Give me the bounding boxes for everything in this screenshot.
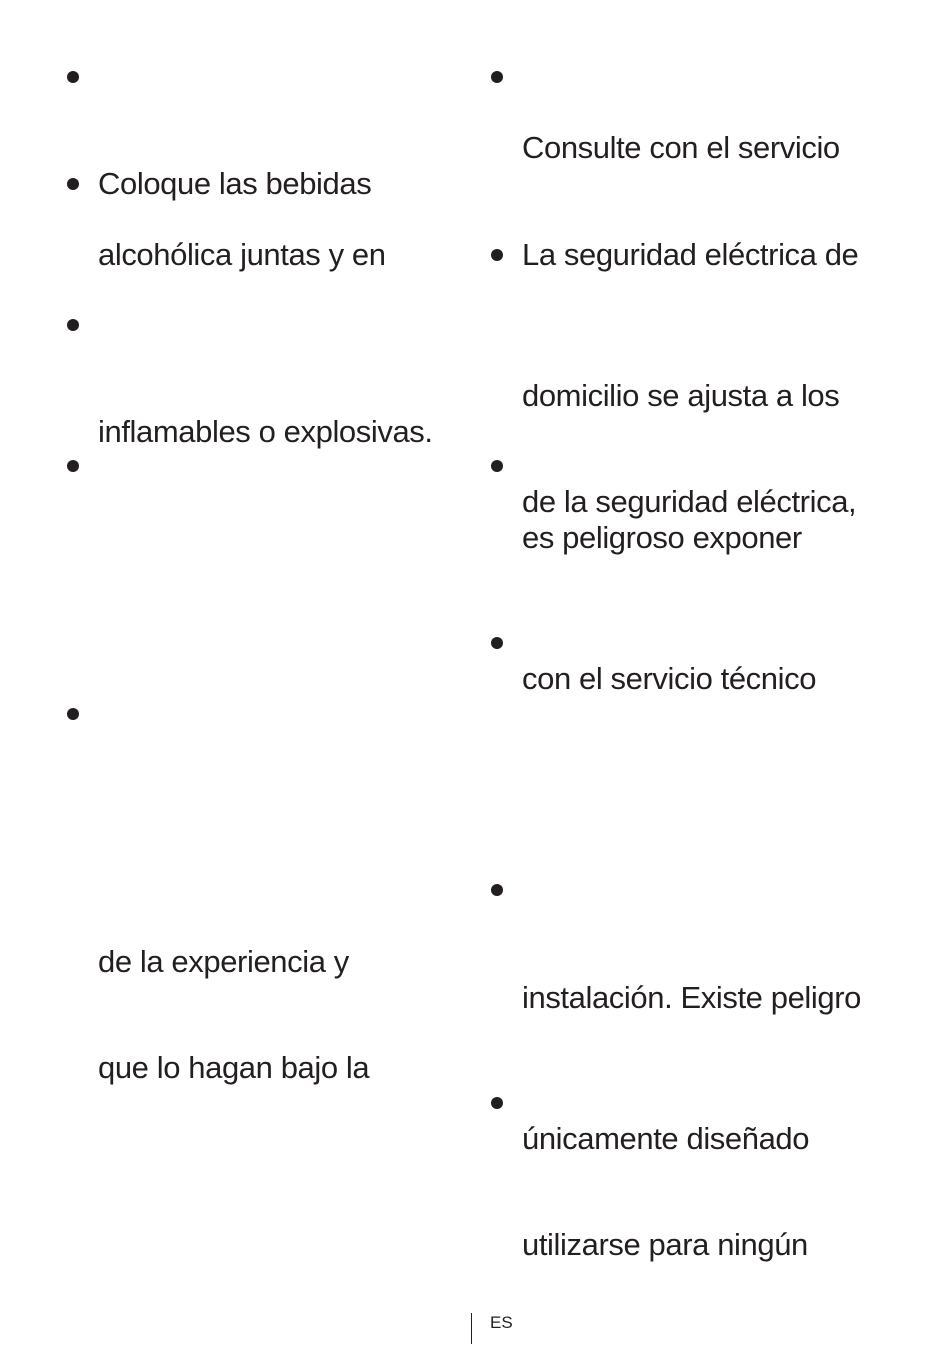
text-consulte: Consulte con el servicio	[522, 130, 840, 165]
text-seguridad: La seguridad eléctrica de	[522, 237, 859, 272]
text-utilizarse: utilizarse para ningún	[522, 1227, 808, 1262]
text-hagan: que lo hagan bajo la	[98, 1050, 370, 1085]
footer-divider	[471, 1313, 472, 1344]
bullet-icon	[67, 178, 79, 190]
text-experiencia: de la experiencia y	[98, 944, 349, 979]
text-instalacion: instalación. Existe peligro	[522, 980, 861, 1015]
bullet-icon	[67, 708, 79, 720]
text-domicilio: domicilio se ajusta a los	[522, 378, 840, 413]
text-alcoholica: alcohólica juntas y en	[98, 237, 386, 272]
bullet-icon	[67, 460, 79, 472]
text-coloque: Coloque las bebidas	[98, 166, 372, 201]
bullet-icon	[491, 1097, 503, 1109]
bullet-icon	[491, 460, 503, 472]
bullet-icon	[491, 884, 503, 896]
text-servicio-tecnico: con el servicio técnico	[522, 661, 817, 696]
text-seg-electrica: de la seguridad eléctrica,	[522, 484, 857, 519]
text-unicamente: únicamente diseñado	[522, 1121, 810, 1156]
text-peligroso: es peligroso exponer	[522, 520, 802, 555]
text-inflamables: inflamables o explosivas.	[98, 414, 433, 449]
bullet-icon	[491, 249, 503, 261]
bullet-icon	[491, 637, 503, 649]
language-code: ES	[490, 1313, 513, 1332]
bullet-icon	[491, 71, 503, 83]
bullet-icon	[67, 319, 79, 331]
bullet-icon	[67, 71, 79, 83]
